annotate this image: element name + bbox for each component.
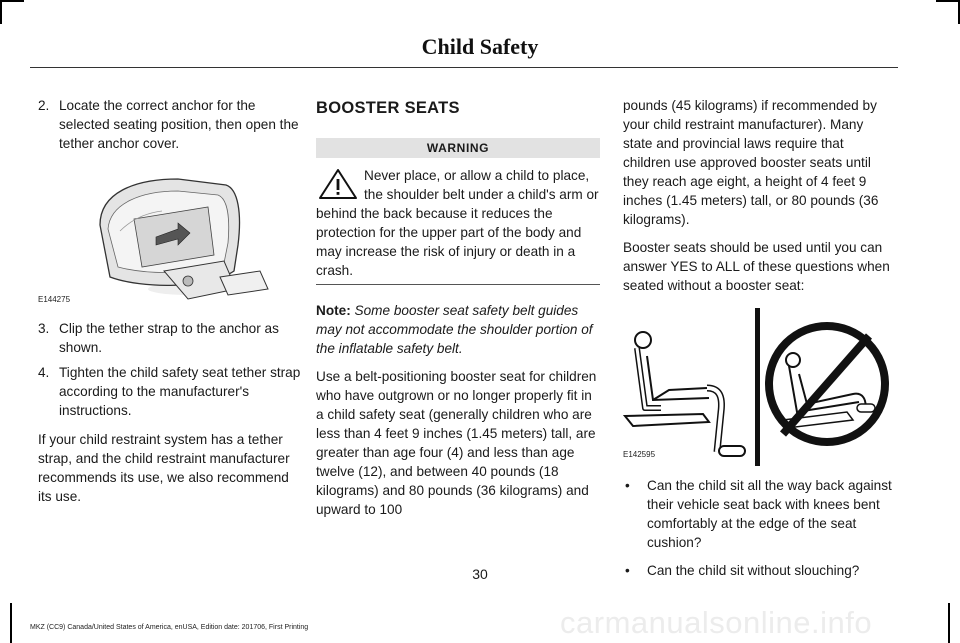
crop-mark-top-left-v bbox=[0, 0, 2, 24]
header-rule bbox=[30, 67, 898, 68]
step-number: 4. bbox=[38, 365, 50, 380]
question-1 bbox=[623, 476, 895, 552]
question-text: Can the child sit without slouching? bbox=[647, 563, 860, 578]
seating-posture-illustration bbox=[623, 304, 895, 466]
warning-header: WARNING bbox=[316, 138, 600, 158]
column-3 bbox=[623, 96, 895, 589]
laws-paragraph: pounds (45 kilograms) if recommended by your child restraint manufacturer). Many state and provincial laws require that children use approved booster seats until they reach age eight, a height of 4 feet 9 inches (1.45 meters) tall, or 80 pounds (36 kilograms). bbox=[623, 98, 879, 227]
note bbox=[316, 301, 600, 358]
step-3 bbox=[38, 319, 306, 357]
crop-mark-top-left-h bbox=[0, 0, 24, 2]
warning-text: Never place, or allow a child to place, the shoulder belt under a child's arm or behind the back because it reduces the protection for the upper part of the body and may increase the risk of injury or death in a crash. bbox=[316, 168, 599, 278]
crop-mark-top-right-h bbox=[936, 0, 960, 2]
footer-edition-text: MKZ (CC9) Canada/United States of America, enUSA, Edition date: 201706, First Printing bbox=[30, 624, 309, 631]
warning-triangle-icon bbox=[318, 168, 358, 200]
bullet: • bbox=[625, 563, 630, 578]
step-2 bbox=[38, 96, 306, 153]
note-text: Some booster seat safety belt guides may not accommodate the shoulder portion of the inflatable safety belt. bbox=[316, 303, 593, 356]
note-label: Note: bbox=[316, 303, 351, 318]
tether-anchor-image bbox=[38, 159, 306, 311]
figure-code: E144275 bbox=[38, 295, 71, 304]
booster-questions-intro: Booster seats should be used until you can answer YES to ALL of these questions when seated without a booster seat: bbox=[623, 240, 890, 293]
page-number: 30 bbox=[472, 566, 488, 582]
step-text: Tighten the child safety seat tether strap according to the manufacturer's instructions. bbox=[59, 365, 301, 418]
question-text: Can the child sit all the way back against their vehicle seat back with knees bent comfortably at the edge of the seat cushion? bbox=[647, 478, 892, 550]
step-number: 3. bbox=[38, 321, 50, 336]
seating-posture-image bbox=[623, 304, 895, 466]
tether-anchor-illustration bbox=[38, 159, 306, 311]
warning-divider bbox=[316, 284, 600, 285]
step-text: Locate the correct anchor for the selected seating position, then open the tether anchor cover. bbox=[59, 98, 299, 151]
page-title: Child Safety bbox=[421, 34, 539, 59]
warning-box bbox=[316, 166, 600, 280]
column-1 bbox=[38, 96, 306, 515]
section-heading: BOOSTER SEATS bbox=[316, 99, 460, 117]
step-number: 2. bbox=[38, 98, 50, 113]
figure-code: E142595 bbox=[623, 450, 656, 459]
crop-mark-bottom-left-v bbox=[10, 603, 12, 643]
crop-mark-bottom-right-v bbox=[948, 603, 950, 643]
watermark: carmanualsonline.info bbox=[560, 605, 873, 640]
column-2 bbox=[316, 96, 600, 528]
step-text: Clip the tether strap to the anchor as shown. bbox=[59, 321, 279, 355]
tether-paragraph: If your child restraint system has a tether strap, and the child restraint manufacturer recommends its use, we also recommend its use. bbox=[38, 432, 290, 504]
booster-paragraph: Use a belt-positioning booster seat for children who have outgrown or no longer properly fit in a child safety seat (generally children who are less than 4 feet 9 inches (1.45 meters) tall, are greater than age four (4) and less than age twelve (12), and between 40 pounds (18 kilograms) and 80 pounds (36 kilograms) and upward to 100 bbox=[316, 369, 597, 517]
bullet: • bbox=[625, 478, 630, 493]
step-4 bbox=[38, 363, 306, 420]
